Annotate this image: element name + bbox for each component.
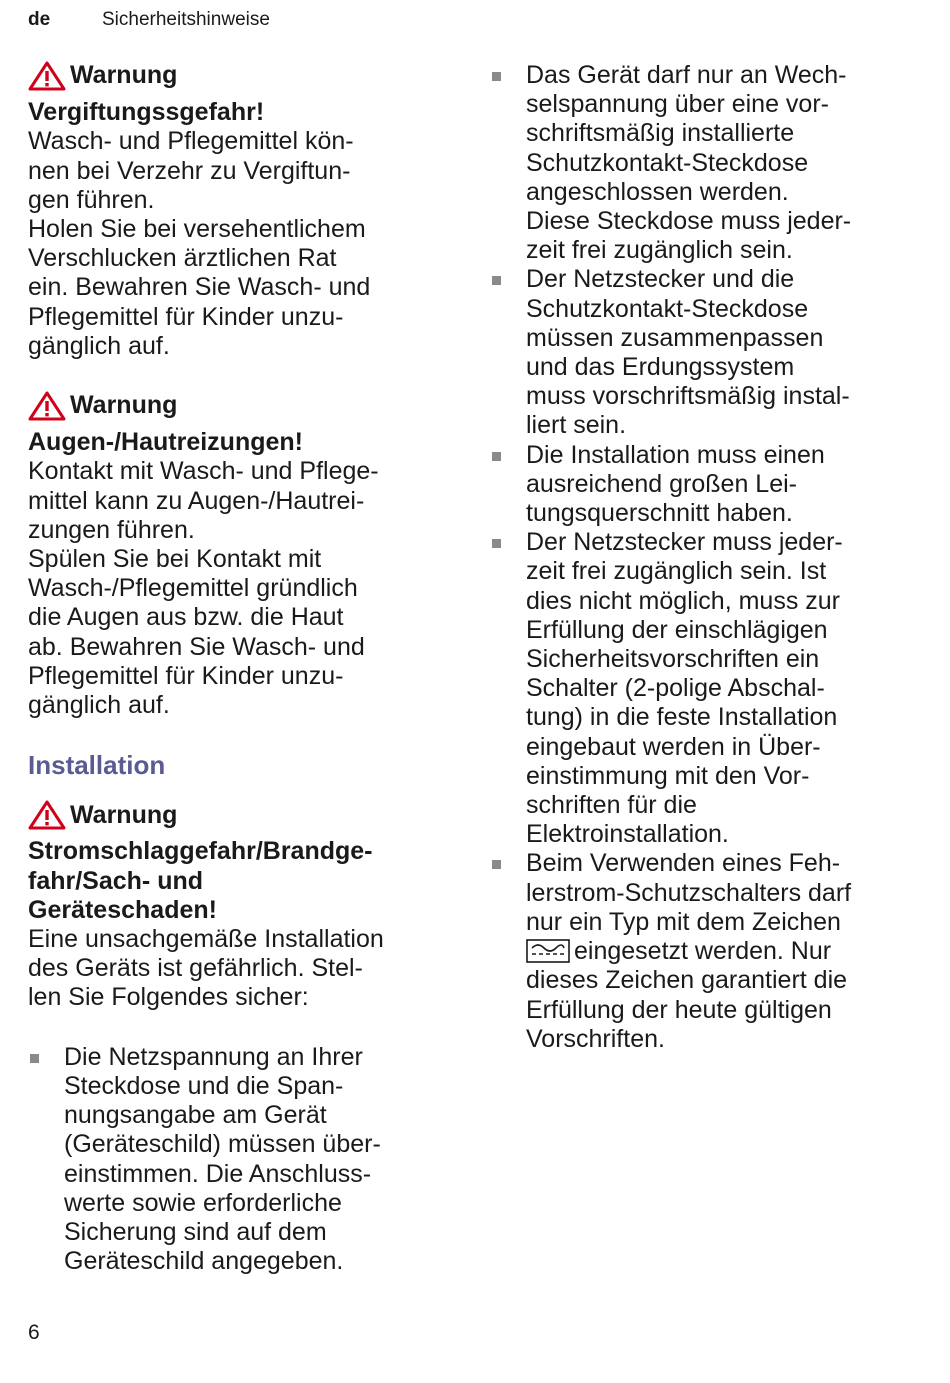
text-line: Vorschriften. [526, 1024, 665, 1053]
text-line: eingebaut werden in Über- [526, 732, 821, 761]
text-line: angeschlossen werden. [526, 177, 789, 206]
warning-triangle-icon [28, 391, 66, 421]
warning-heading-line: Geräteschaden! [28, 895, 217, 924]
page-number: 6 [28, 1321, 40, 1344]
text-line: Die Installation muss einen [526, 440, 825, 469]
right-column [490, 61, 930, 1054]
text-line: die Augen aus bzw. die Haut [28, 603, 344, 632]
warning-poisoning [28, 61, 453, 361]
list-item [28, 1043, 453, 1277]
text-line: Verschlucken ärztlichen Rat [28, 244, 337, 273]
text-line: Eine unsachgemäße Installation [28, 925, 384, 954]
text-line: ab. Bewahren Sie Wasch- und [28, 632, 365, 661]
text-line: (Geräteschild) müssen über- [64, 1130, 381, 1159]
rcd-type-symbol-icon [526, 939, 570, 963]
warning-body [28, 925, 453, 1013]
warning-electric-shock [28, 800, 453, 1012]
text-line: Steckdose und die Span- [64, 1071, 344, 1100]
text-line: tung) in die feste Installation [526, 703, 838, 732]
list-item [490, 265, 930, 440]
text-fragment: eingesetzt werden. Nur [574, 937, 832, 966]
warning-heading: Augen-/Hautreizungen! [28, 428, 303, 457]
section-title: Sicherheitshinweise [102, 9, 270, 30]
text-line: Schutzkontakt-Steckdose [526, 148, 809, 177]
square-bullet-icon [492, 860, 501, 869]
text-line: len Sie Folgendes sicher: [28, 983, 309, 1012]
text-line: lerstrom-Schutzschalters darf [526, 878, 852, 907]
text-line: Pflegemittel für Kinder unzu- [28, 661, 344, 690]
warning-skin-irritation [28, 391, 453, 720]
text-line: Der Netzstecker und die [526, 265, 795, 294]
text-line: Erfüllung der heute gültigen [526, 995, 832, 1024]
text-line: und das Erdungssystem [526, 353, 795, 382]
text-line: schriften für die [526, 791, 697, 820]
language-code: de [28, 9, 51, 30]
text-line: des Geräts ist gefährlich. Stel- [28, 954, 363, 983]
text-line: Das Gerät darf nur an Wech- [526, 61, 847, 89]
warning-heading-line: fahr/Sach- und [28, 866, 204, 895]
text-line: dies nicht möglich, muss zur [526, 586, 841, 615]
list-item [490, 528, 930, 849]
text-line: gänglich auf. [28, 331, 170, 360]
square-bullet-icon [492, 452, 501, 461]
text-line: müssen zusammenpassen [526, 323, 824, 352]
text-line: Elektroinstallation. [526, 820, 729, 849]
left-column [28, 61, 453, 1276]
installation-heading: Installation [28, 750, 166, 781]
text-line: Pflegemittel für Kinder unzu- [28, 302, 344, 331]
warning-triangle-icon [28, 800, 66, 830]
text-line: Erfüllung der einschlägigen [526, 615, 828, 644]
square-bullet-icon [492, 72, 501, 81]
text-line: nungsangabe am Gerät [64, 1101, 327, 1130]
list-item [490, 849, 930, 1053]
text-line: Sicherung sind auf dem [64, 1217, 327, 1246]
text-line: Diese Steckdose muss jeder- [526, 207, 852, 236]
text-line: gänglich auf. [28, 691, 170, 720]
text-line: nen bei Verzehr zu Vergiftun- [28, 156, 351, 185]
text-line: Holen Sie bei versehentlichem [28, 215, 366, 244]
text-line: Sicherheitsvorschriften ein [526, 645, 820, 674]
text-line: Der Netzstecker muss jeder- [526, 528, 843, 557]
warning-body [28, 127, 453, 361]
text-line: ausreichend großen Lei- [526, 469, 797, 498]
text-line: Kontakt mit Wasch- und Pflege- [28, 457, 379, 486]
warning-title [28, 391, 453, 457]
text-line: zungen führen. [28, 515, 195, 544]
text-line: Geräteschild angegeben. [64, 1247, 344, 1276]
text-line: Die Netzspannung an Ihrer [64, 1042, 363, 1071]
text-line: muss vorschriftsmäßig instal- [526, 382, 850, 411]
text-line: dieses Zeichen garantiert die [526, 966, 848, 995]
text-line: Beim Verwenden eines Feh- [526, 849, 841, 878]
list-item [490, 441, 930, 529]
text-line: ein. Bewahren Sie Wasch- und [28, 273, 371, 302]
text-line: tungsquerschnitt haben. [526, 499, 793, 528]
text-line: nur ein Typ mit dem Zeichen [526, 907, 841, 936]
warning-title [28, 61, 453, 127]
square-bullet-icon [30, 1054, 39, 1063]
warning-label: Warnung [70, 391, 178, 420]
text-line: selspannung über eine vor- [526, 90, 829, 119]
text-line: werte sowie erforderliche [64, 1188, 342, 1217]
bullet-list [28, 1043, 453, 1277]
warning-triangle-icon [28, 61, 66, 91]
text-line: Wasch- und Pflegemittel kön- [28, 127, 354, 156]
warning-title [28, 800, 453, 925]
text-line: Schutzkontakt-Steckdose [526, 294, 809, 323]
text-line: Wasch-/Pflegemittel gründlich [28, 574, 358, 603]
text-line: schriftsmäßig installierte [526, 119, 795, 148]
bullet-list [490, 61, 930, 1054]
warning-label: Warnung [70, 61, 178, 90]
text-line: Spülen Sie bei Kontakt mit [28, 545, 322, 574]
text-line: zeit frei zugänglich sein. Ist [526, 557, 827, 586]
text-line: liert sein. [526, 411, 627, 440]
list-item [490, 61, 930, 265]
text-line: mittel kann zu Augen-/Hautrei- [28, 486, 365, 515]
text-line: gen führen. [28, 185, 155, 214]
square-bullet-icon [492, 539, 501, 548]
text-line: Schalter (2-polige Abschal- [526, 674, 825, 703]
warning-body [28, 457, 453, 720]
text-line: einstimmen. Die Anschluss- [64, 1159, 372, 1188]
text-line: einstimmung mit den Vor- [526, 761, 810, 790]
warning-heading: Vergiftungssgefahr! [28, 98, 265, 127]
square-bullet-icon [492, 276, 501, 285]
warning-label: Warnung [70, 800, 178, 829]
text-line: zeit frei zugänglich sein. [526, 236, 793, 265]
warning-heading-line: Stromschlaggefahr/Brandge- [28, 837, 373, 866]
page-header [28, 8, 270, 32]
text-line-with-icon [526, 937, 930, 966]
